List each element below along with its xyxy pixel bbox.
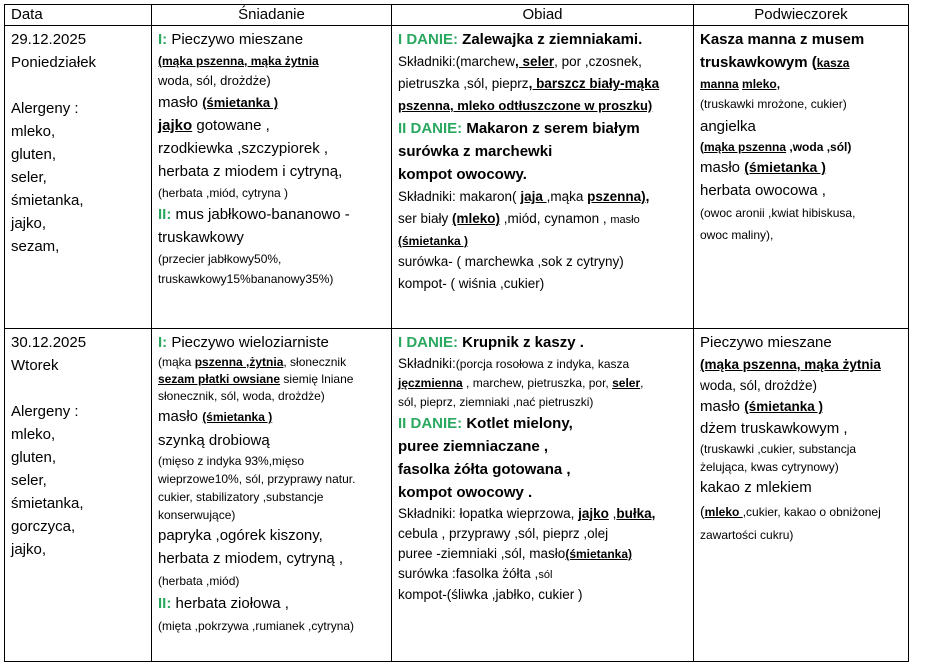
lunch-cell bbox=[392, 329, 694, 662]
allergen-text: , barszcz biały-mąka bbox=[528, 76, 660, 91]
allergen: mleko, bbox=[11, 123, 56, 140]
ingredient-text: , marchew, pietruszka, por, bbox=[462, 376, 613, 390]
snack-cell bbox=[694, 329, 909, 662]
course-label: I DANIE: bbox=[398, 334, 458, 351]
ingredient-text: Składniki: łopatka wieprzowa, bbox=[398, 506, 579, 521]
ingredient-text: ,cukier, kakao o obniżonej bbox=[742, 505, 881, 519]
ingredient-text: surówka :fasolka żółta , bbox=[398, 566, 539, 581]
allergen-text: jaja bbox=[520, 189, 547, 204]
allergen: śmietanka, bbox=[11, 495, 84, 512]
ingredients: (herbata ,miód) bbox=[158, 574, 240, 588]
dish: rzodkiewka ,szczypiorek , bbox=[158, 140, 329, 157]
dish: surówka z marchewki bbox=[398, 143, 553, 160]
ingredients bbox=[398, 51, 693, 73]
breakfast-line bbox=[158, 592, 391, 615]
dish: masło bbox=[158, 94, 203, 111]
allergen-text: , seler bbox=[515, 54, 555, 69]
allergen-text: pszenna), bbox=[587, 189, 650, 204]
date: 30.12.2025 bbox=[11, 334, 87, 351]
ingredients bbox=[398, 544, 693, 564]
allergen-text: (śmietanka) bbox=[565, 547, 633, 561]
ingredients: (mięso z indyka 93%,mięso bbox=[158, 454, 305, 468]
ingredients bbox=[158, 354, 391, 371]
dish: Pieczywo mieszane bbox=[167, 31, 304, 48]
ingredients: woda, sól, drożdże) bbox=[700, 378, 818, 393]
date-cell bbox=[5, 329, 152, 662]
ingredient-text: Składniki:(marchew bbox=[398, 54, 516, 69]
allergen: mleko, bbox=[11, 426, 56, 443]
ingredients: sól, pieprz, ziemniaki ,nać pietruszki) bbox=[398, 395, 594, 409]
ingredients bbox=[398, 73, 693, 95]
weekday: Poniedziałek bbox=[11, 54, 97, 71]
ingredients: konserwujące) bbox=[158, 508, 236, 522]
ingredient-text: (porcja rosołowa z indyka, kasza bbox=[455, 357, 630, 371]
dish: Krupnik z kaszy . bbox=[458, 334, 584, 351]
allergen: seler, bbox=[11, 472, 47, 489]
allergen: gorczyca, bbox=[11, 518, 76, 535]
ingredients: wieprzowe10%, sól, przyprawy natur. bbox=[158, 472, 356, 486]
header-snack: Podwieczorek bbox=[694, 5, 909, 26]
ingredients: woda, sól, drożdże) bbox=[158, 73, 271, 88]
dish: Pieczywo wieloziarniste bbox=[167, 334, 329, 351]
dish: dżem truskawkowym , bbox=[700, 420, 848, 437]
allergen-text: kasza bbox=[816, 56, 850, 70]
header-lunch: Obiad bbox=[392, 5, 694, 26]
day-row bbox=[5, 26, 909, 329]
allergen-text: jajko bbox=[578, 506, 609, 521]
allergen-text: seler bbox=[612, 376, 641, 390]
ingredient-text: , bbox=[640, 376, 644, 390]
ingredient-text: puree -ziemniaki ,sól, masło bbox=[398, 546, 566, 561]
breakfast-cell bbox=[152, 329, 392, 662]
dish: masło bbox=[700, 159, 745, 176]
dish: szynką drobiową bbox=[158, 432, 270, 449]
allergen: seler, bbox=[11, 169, 47, 186]
allergen: śmietanka, bbox=[11, 192, 84, 209]
ingredients bbox=[398, 564, 693, 585]
ingredients bbox=[158, 371, 391, 388]
ingredients bbox=[398, 504, 693, 524]
ingredient-text: Składniki: bbox=[398, 356, 456, 371]
allergen: jajko, bbox=[11, 541, 47, 558]
course-label: II: bbox=[158, 206, 172, 223]
ingredients: (truskawki mrożone, cukier) bbox=[700, 97, 847, 111]
lunch-cell bbox=[392, 26, 694, 329]
allergen-text: mleko, bbox=[742, 77, 781, 91]
allergen-text: jajko bbox=[158, 117, 193, 134]
dish: herbata z miodem, cytryną , bbox=[158, 550, 344, 567]
ingredients bbox=[398, 354, 693, 374]
ingredients: owoc maliny), bbox=[700, 228, 774, 242]
dish: masło bbox=[700, 398, 745, 415]
ingredients bbox=[700, 138, 908, 156]
ingredients: truskawkowy15%bananowy35%) bbox=[158, 272, 334, 286]
dish: kakao z mlekiem bbox=[700, 479, 812, 496]
ingredients: kompot- ( wiśnia ,cukier) bbox=[398, 276, 545, 291]
allergens-label: Alergeny : bbox=[11, 403, 79, 420]
day-row bbox=[5, 329, 909, 662]
date: 29.12.2025 bbox=[11, 31, 87, 48]
lunch-line bbox=[398, 331, 693, 354]
allergen-text: pszenna, mleko odtłuszczone w proszku) bbox=[398, 98, 653, 113]
dish: masło bbox=[158, 408, 203, 425]
course-label: II DANIE: bbox=[398, 415, 463, 432]
date-cell bbox=[5, 26, 152, 329]
ingredients: żelująca, kwas cytrynowy) bbox=[700, 460, 839, 474]
breakfast-line bbox=[158, 331, 391, 354]
ingredient-text: (mąka bbox=[158, 355, 195, 369]
breakfast-line bbox=[158, 28, 391, 51]
allergen-text: (mąka pszenna, mąka żytnia bbox=[700, 357, 881, 372]
ingredient-text: masło bbox=[610, 214, 640, 226]
dish: gotowane , bbox=[192, 117, 270, 134]
ingredient-text: sól bbox=[538, 569, 553, 581]
lunch-line bbox=[398, 28, 693, 51]
dish: Kasza manna z musem bbox=[700, 31, 865, 48]
ingredient-text: , słonecznik bbox=[283, 355, 347, 369]
allergen-text: (śmietanka ) bbox=[202, 95, 279, 110]
course-label: II DANIE: bbox=[398, 120, 463, 137]
ingredients: surówka- ( marchewka ,sok z cytryny) bbox=[398, 254, 624, 269]
course-label: I: bbox=[158, 31, 168, 48]
allergen-text: (śmietanka ) bbox=[744, 399, 823, 414]
course-label: II: bbox=[158, 595, 172, 612]
menu-table bbox=[4, 4, 909, 662]
allergen-text: pszenna ,żytnia bbox=[194, 355, 284, 369]
allergen-text: manna bbox=[700, 77, 739, 91]
allergen-text: mleko bbox=[704, 505, 743, 519]
allergen-text: mąka pszenna bbox=[704, 140, 787, 154]
ingredient-text: ( bbox=[700, 503, 705, 519]
dish: mus jabłkowo-bananowo - bbox=[171, 206, 350, 223]
course-label: I: bbox=[158, 334, 168, 351]
ingredients: zawartości cukru) bbox=[700, 528, 794, 542]
allergen: sezam, bbox=[11, 238, 60, 255]
ingredient-text: ,woda ,sól) bbox=[786, 140, 852, 154]
allergen-text: (śmietanka ) bbox=[398, 234, 469, 248]
course-label: I DANIE: bbox=[398, 31, 458, 48]
ingredients: kompot-(śliwka ,jabłko, cukier ) bbox=[398, 587, 583, 602]
allergen: gluten, bbox=[11, 146, 57, 163]
header-date: Data bbox=[5, 5, 152, 26]
dish: herbata z miodem i cytryną, bbox=[158, 163, 343, 180]
ingredients: cukier, stabilizatory ,substancje bbox=[158, 490, 324, 504]
dish: angielka bbox=[700, 118, 756, 135]
ingredients bbox=[700, 499, 908, 524]
snack-cell bbox=[694, 26, 909, 329]
ingredient-text: ser biały bbox=[398, 211, 453, 226]
ingredient-text: ,mąka bbox=[546, 189, 588, 204]
ingredient-text: ( bbox=[700, 140, 704, 154]
ingredients bbox=[398, 186, 693, 208]
header-breakfast: Śniadanie bbox=[152, 5, 392, 26]
snack-line bbox=[700, 396, 908, 417]
breakfast-line bbox=[158, 405, 391, 429]
ingredients: (przecier jabłkowy50%, bbox=[158, 252, 282, 266]
ingredients: cebula , przyprawy ,sól, pieprz ,olej bbox=[398, 526, 609, 541]
breakfast-line bbox=[158, 114, 391, 137]
ingredient-text: ,miód, cynamon , bbox=[500, 211, 611, 226]
ingredients bbox=[398, 208, 693, 231]
allergen: jajko, bbox=[11, 215, 47, 232]
dish: puree ziemniaczane , bbox=[398, 438, 549, 455]
ingredients: (owoc aronii ,kwiat hibiskusa, bbox=[700, 206, 856, 220]
ingredients: (herbata ,miód, cytryna ) bbox=[158, 186, 289, 200]
allergen-text: bułka, bbox=[616, 506, 656, 521]
allergens-label: Alergeny : bbox=[11, 100, 79, 117]
dish: truskawkowy bbox=[158, 229, 244, 246]
allergen-text: sezam płatki owsiane bbox=[158, 372, 281, 386]
dish: herbata ziołowa , bbox=[171, 595, 289, 612]
lunch-line bbox=[398, 412, 693, 435]
dish: Kotlet mielony, bbox=[462, 415, 573, 432]
ingredient-text: Składniki: makaron( bbox=[398, 189, 521, 204]
ingredients: (mąka pszenna, mąka żytnia bbox=[158, 54, 319, 68]
ingredients bbox=[398, 374, 693, 393]
ingredient-text: , por ,czosnek, bbox=[554, 54, 642, 69]
snack-line bbox=[700, 51, 908, 75]
dish: papryka ,ogórek kiszony, bbox=[158, 527, 323, 544]
allergen: gluten, bbox=[11, 449, 57, 466]
ingredient-text: pietruszka ,sól, pieprz bbox=[398, 76, 529, 91]
weekday: Wtorek bbox=[11, 357, 59, 374]
breakfast-line bbox=[158, 91, 391, 114]
dish: Makaron z serem białym bbox=[462, 120, 640, 137]
ingredients: (truskawki ,cukier, substancja bbox=[700, 442, 857, 456]
snack-line bbox=[700, 75, 908, 93]
snack-line bbox=[700, 156, 908, 179]
allergen-text: (mleko) bbox=[452, 211, 501, 226]
dish: Pieczywo mieszane bbox=[700, 334, 832, 351]
ingredient-text: siemię lniane bbox=[280, 372, 354, 386]
allergen-text: jęczmienna bbox=[398, 376, 463, 390]
lunch-line bbox=[398, 117, 693, 140]
dish: fasolka żółta gotowana , bbox=[398, 461, 571, 478]
allergen-text: (śmietanka ) bbox=[202, 410, 273, 424]
breakfast-line bbox=[158, 203, 391, 226]
dish: kompot owocowy . bbox=[398, 484, 533, 501]
ingredients: (mięta ,pokrzywa ,rumianek ,cytryna) bbox=[158, 619, 355, 633]
dish: Zalewajka z ziemniakami. bbox=[458, 31, 643, 48]
header-row bbox=[5, 5, 909, 26]
allergen-text: (śmietanka ) bbox=[744, 159, 826, 175]
dish: truskawkowym ( bbox=[700, 54, 817, 71]
ingredients: słonecznik, sól, woda, drożdże) bbox=[158, 389, 325, 403]
dish: herbata owocowa , bbox=[700, 182, 826, 199]
breakfast-cell bbox=[152, 26, 392, 329]
ingredient-text: , bbox=[608, 506, 617, 521]
dish: kompot owocowy. bbox=[398, 166, 527, 183]
